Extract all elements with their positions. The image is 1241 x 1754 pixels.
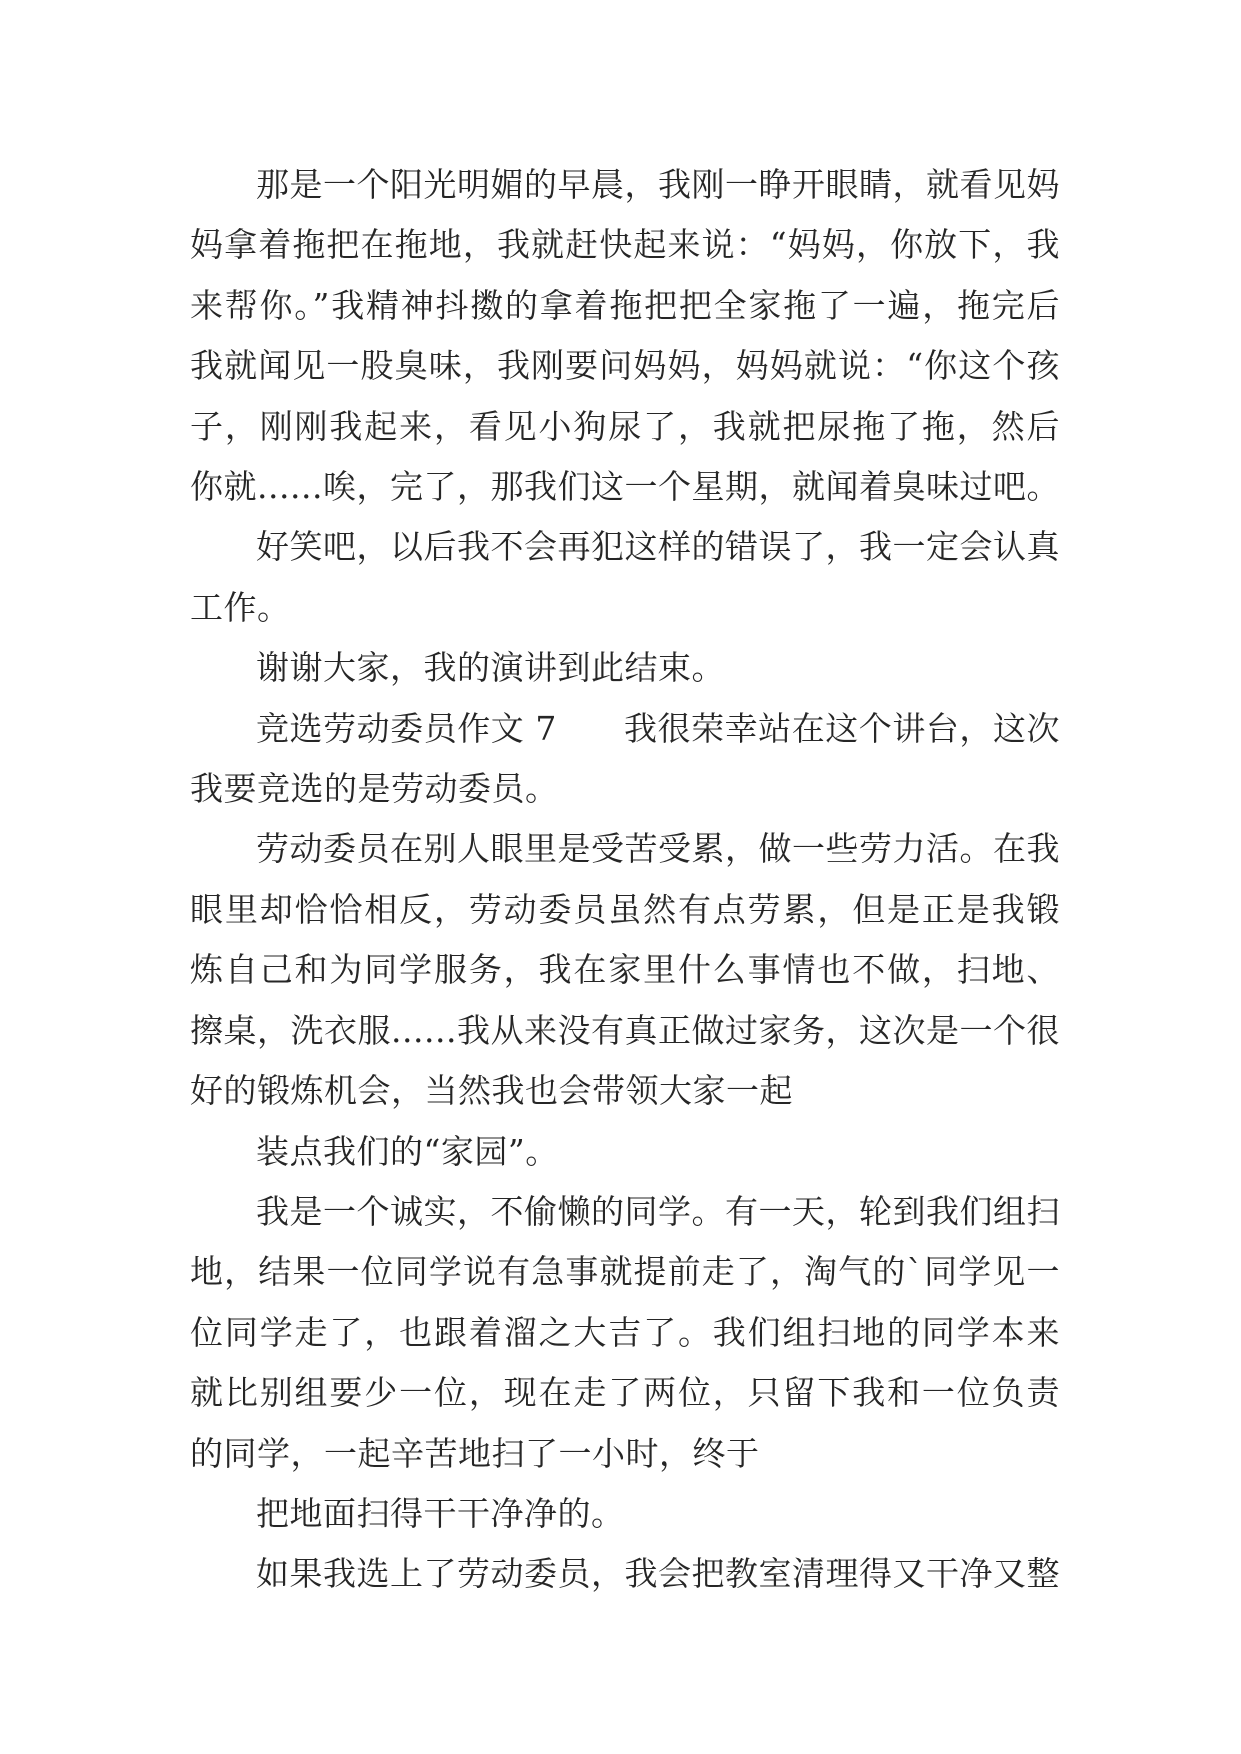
document-body xyxy=(190,155,1060,1605)
paragraph-3: 谢谢大家，我的演讲到此结束。 xyxy=(256,648,725,688)
paragraph-6: 装点我们的“家园”。 xyxy=(256,1131,559,1171)
paragraph-9: 如果我选上了劳动委员，我会把教室清理得又干净又整 xyxy=(256,1554,1060,1594)
paragraph-7: 我是一个诚实，不偷懒的同学。有一天，轮到我们组扫地，结果一位同学说有急事就提前走了，淘气的`同学见一位同学走了，也跟着溜之大吉了。我们组扫地的同学本来就比别组要少一位，现在走了两位，只留下我和一位负责的同学，一起辛苦地扫了一小时，终于 xyxy=(190,1191,1060,1473)
paragraph-2: 好笑吧，以后我不会再犯这样的错误了，我一定会认真工作。 xyxy=(190,527,1060,627)
paragraph-8: 把地面扫得干干净净的。 xyxy=(256,1493,625,1533)
paragraph-5: 劳动委员在别人眼里是受苦受累，做一些劳力活。在我眼里却恰恰相反，劳动委员虽然有点劳累，但是正是我锻炼自己和为同学服务，我在家里什么事情也不做，扫地、擦桌，洗衣服......我从来没有真正做过家务，这次是一个很好的锻炼机会，当然我也会带领大家一起 xyxy=(190,829,1060,1111)
paragraph-4-heading: 竞选劳动委员作文 7 我很荣幸站在这个讲台，这次我要竞选的是劳动委员。 xyxy=(190,708,1060,809)
paragraph-1: 那是一个阳光明媚的早晨，我刚一睁开眼睛，就看见妈妈拿着拖把在拖地，我就赶快起来说：“妈妈，你放下，我来帮你。”我精神抖擞的拿着拖把把全家拖了一遍，拖完后我就闻见一股臭味，我刚要问妈妈，妈妈就说：“你这个孩子，刚刚我起来，看见小狗尿了，我就把尿拖了拖，然后你就......唉，完了，那我们这一个星期，就闻着臭味过吧。 xyxy=(190,165,1060,507)
